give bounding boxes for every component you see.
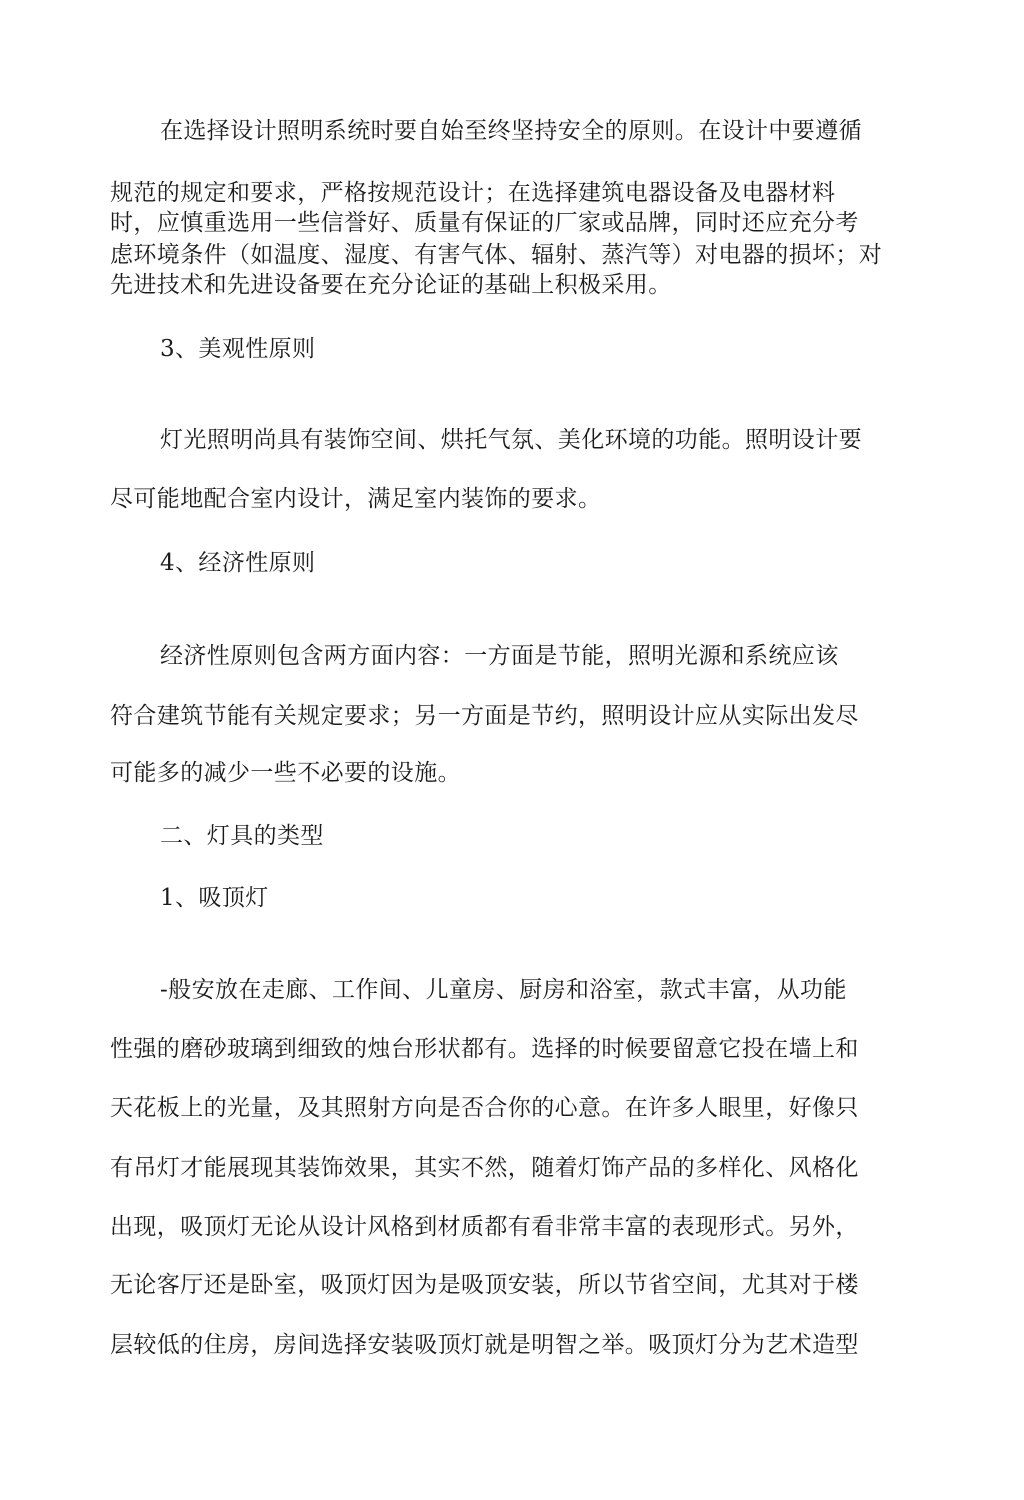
paragraph-line: 时，应慎重选用一些信誉好、质量有保证的厂家或品牌，同时还应充分考 bbox=[110, 210, 859, 236]
heading-aesthetic-principle: 3、美观性原则 bbox=[160, 336, 316, 362]
paragraph-line: 无论客厅还是卧室，吸顶灯因为是吸顶安装，所以节省空间，尤其对于楼 bbox=[110, 1272, 859, 1298]
paragraph-line: 灯光照明尚具有装饰空间、烘托气氛、美化环境的功能。照明设计要 bbox=[160, 427, 862, 453]
paragraph-line: 规范的规定和要求，严格按规范设计；在选择建筑电器设备及电器材料 bbox=[110, 180, 836, 206]
paragraph-line: 尽可能地配合室内设计，满足室内装饰的要求。 bbox=[110, 486, 602, 512]
paragraph-line: 先进技术和先进设备要在充分论证的基础上积极采用。 bbox=[110, 272, 672, 298]
subheading-ceiling-lamp: 1、吸顶灯 bbox=[160, 885, 269, 911]
paragraph-line: 符合建筑节能有关规定要求；另一方面是节约，照明设计应从实际出发尽 bbox=[110, 703, 859, 729]
paragraph-line: 在选择设计照明系统时要自始至终坚持安全的原则。在设计中要遵循 bbox=[160, 118, 862, 144]
paragraph-line: 有吊灯才能展现其装饰效果，其实不然，随着灯饰产品的多样化、风格化 bbox=[110, 1155, 859, 1181]
heading-economy-principle: 4、经济性原则 bbox=[160, 550, 316, 576]
paragraph-line: 出现，吸顶灯无论从设计风格到材质都有看非常丰富的表现形式。另外， bbox=[110, 1214, 859, 1240]
paragraph-line: -般安放在走廊、工作间、儿童房、厨房和浴室，款式丰富，从功能 bbox=[160, 977, 847, 1003]
paragraph-line: 性强的磨砂玻璃到细致的烛台形状都有。选择的时候要留意它投在墙上和 bbox=[110, 1036, 859, 1062]
paragraph-line: 经济性原则包含两方面内容：一方面是节能，照明光源和系统应该 bbox=[160, 643, 839, 669]
section-heading-lamp-types: 二、灯具的类型 bbox=[160, 823, 324, 849]
paragraph-line: 可能多的减少一些不必要的设施。 bbox=[110, 760, 461, 786]
paragraph-line: 层较低的住房，房间选择安装吸顶灯就是明智之举。吸顶灯分为艺术造型 bbox=[110, 1332, 859, 1358]
paragraph-line: 天花板上的光量，及其照射方向是否合你的心意。在许多人眼里，好像只 bbox=[110, 1095, 859, 1121]
paragraph-line: 虑环境条件（如温度、湿度、有害气体、辐射、蒸汽等）对电器的损坏；对 bbox=[110, 242, 883, 268]
